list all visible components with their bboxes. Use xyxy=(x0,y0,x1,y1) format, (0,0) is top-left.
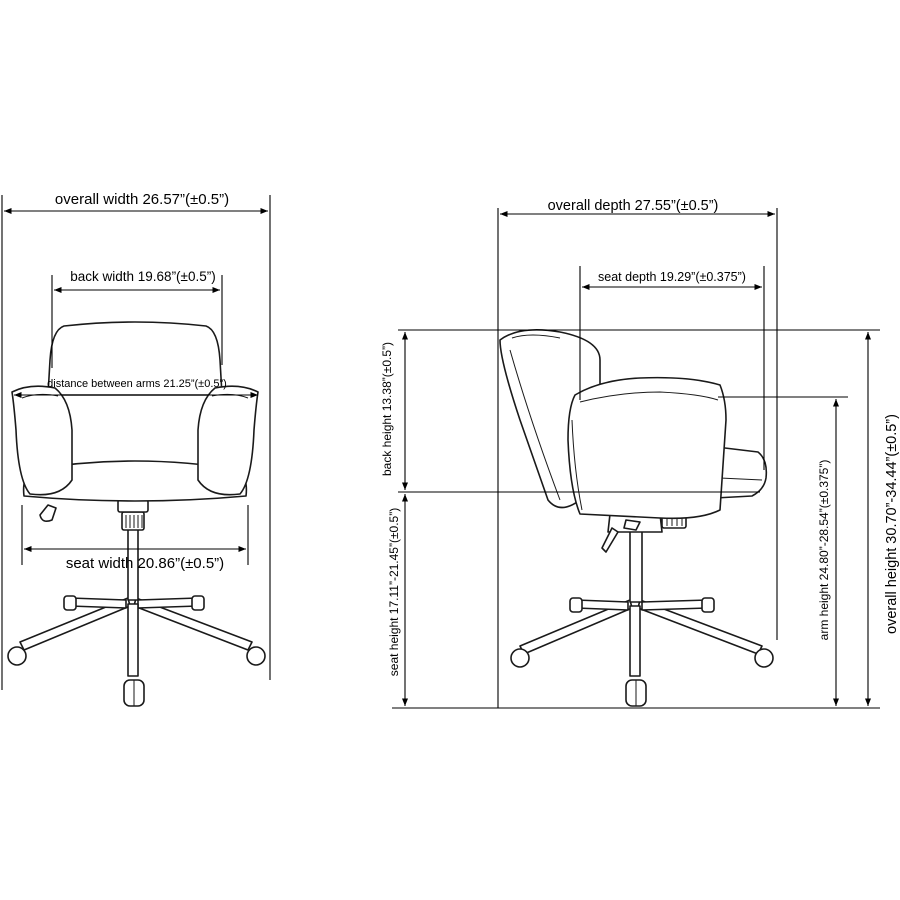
back-width-label: back width 19.68”(±0.5”) xyxy=(70,269,216,284)
front-base xyxy=(8,596,265,706)
seat-depth-label: seat depth 19.29”(±0.375”) xyxy=(598,270,746,284)
front-right-arm xyxy=(198,386,258,495)
back-height-label: back height 13.38”(±0.5”) xyxy=(380,342,394,476)
seat-width-label: seat width 20.86”(±0.5”) xyxy=(65,555,225,572)
side-view-chair xyxy=(500,330,773,706)
overall-height-label: overall height 30.70”-34.44”(±0.5”) xyxy=(884,414,900,634)
overall-width-label: overall width 26.57”(±0.5”) xyxy=(54,191,230,208)
front-gas-column xyxy=(40,500,148,600)
seat-height-label: seat height 17.11”-21.45”(±0.5”) xyxy=(387,507,401,677)
distance-between-arms-label: distance between arms 21.25”(±0.5”) xyxy=(47,378,227,390)
arm-height-label: arm height 24.80”-28.54”(±0.375”) xyxy=(817,459,831,641)
side-base xyxy=(511,598,773,706)
overall-depth-label: overall depth 27.55”(±0.5”) xyxy=(547,198,719,214)
front-left-arm xyxy=(12,386,72,495)
side-arm xyxy=(568,378,726,519)
side-gas-column xyxy=(602,514,686,602)
